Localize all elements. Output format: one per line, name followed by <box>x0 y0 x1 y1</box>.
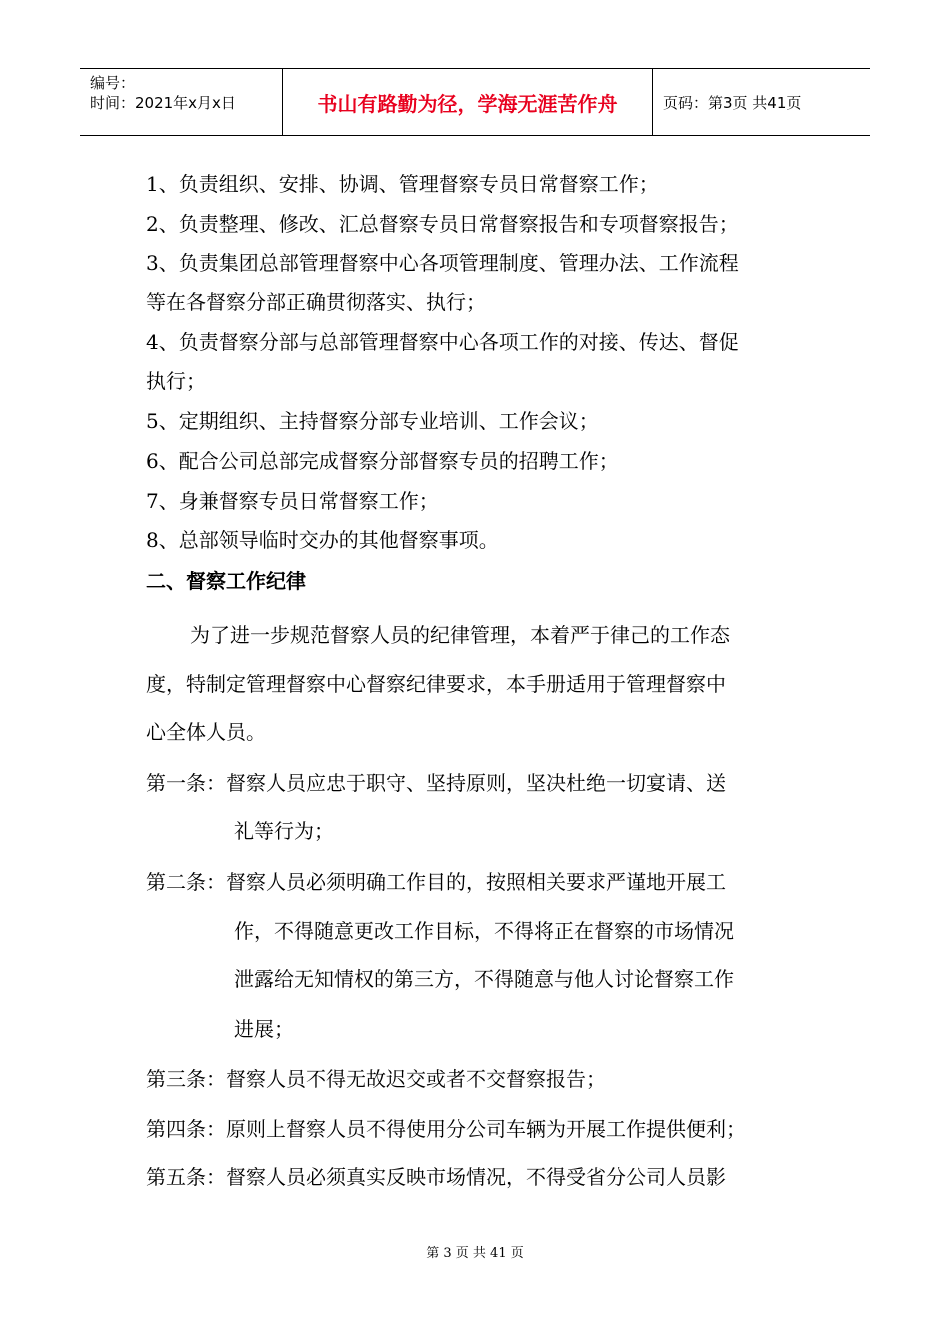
intro-line: 为了进一步规范督察人员的纪律管理，本着严于律己的工作态 <box>190 623 730 647</box>
article-line: 第五条：督察人员必须真实反映市场情况，不得受省分公司人员影 <box>146 1165 726 1189</box>
article-line: 第三条：督察人员不得无故迟交或者不交督察报告； <box>146 1067 606 1091</box>
duty-line: 8、总部领导临时交办的其他督察事项。 <box>146 528 499 552</box>
intro-line: 度，特制定管理督察中心督察纪律要求，本手册适用于管理督察中 <box>146 672 726 696</box>
article-line: 泄露给无知情权的第三方，不得随意与他人讨论督察工作 <box>234 967 734 991</box>
duty-line: 等在各督察分部正确贯彻落实、执行； <box>146 290 486 314</box>
article-line: 进展； <box>234 1017 294 1041</box>
duty-line: 7、身兼督察专员日常督察工作； <box>146 489 439 513</box>
document-number: 编号： <box>90 74 136 92</box>
section-title: 二、督察工作纪律 <box>146 569 306 593</box>
header-page-code: 页码：第3页 共41页 <box>663 93 802 112</box>
header-motto: 书山有路勤为径，学海无涯苦作舟 <box>283 69 653 135</box>
page-header <box>80 68 870 136</box>
duty-line: 3、负责集团总部管理督察中心各项管理制度、管理办法、工作流程 <box>146 251 739 275</box>
article-line: 第二条：督察人员必须明确工作目的，按照相关要求严谨地开展工 <box>146 870 726 894</box>
header-meta <box>80 69 283 135</box>
article-line: 礼等行为； <box>234 819 334 843</box>
duty-line: 1、负责组织、安排、协调、管理督察专员日常督察工作； <box>146 172 659 196</box>
duty-line: 4、负责督察分部与总部管理督察中心各项工作的对接、传达、督促 <box>146 330 739 354</box>
duty-line: 执行； <box>146 369 206 393</box>
document-date: 时间：2021年x月x日 <box>90 94 236 112</box>
duty-line: 5、定期组织、主持督察分部专业培训、工作会议； <box>146 409 599 433</box>
article-line: 作，不得随意更改工作目标，不得将正在督察的市场情况 <box>234 919 734 943</box>
duty-line: 2、负责整理、修改、汇总督察专员日常督察报告和专项督察报告； <box>146 212 739 236</box>
duty-line: 6、配合公司总部完成督察分部督察专员的招聘工作； <box>146 449 619 473</box>
article-line: 第一条：督察人员应忠于职守、坚持原则，坚决杜绝一切宴请、送 <box>146 771 726 795</box>
article-line: 第四条：原则上督察人员不得使用分公司车辆为开展工作提供便利； <box>146 1117 746 1141</box>
intro-line: 心全体人员。 <box>146 720 266 744</box>
page-footer: 第 3 页 共 41 页 <box>426 1246 524 1261</box>
